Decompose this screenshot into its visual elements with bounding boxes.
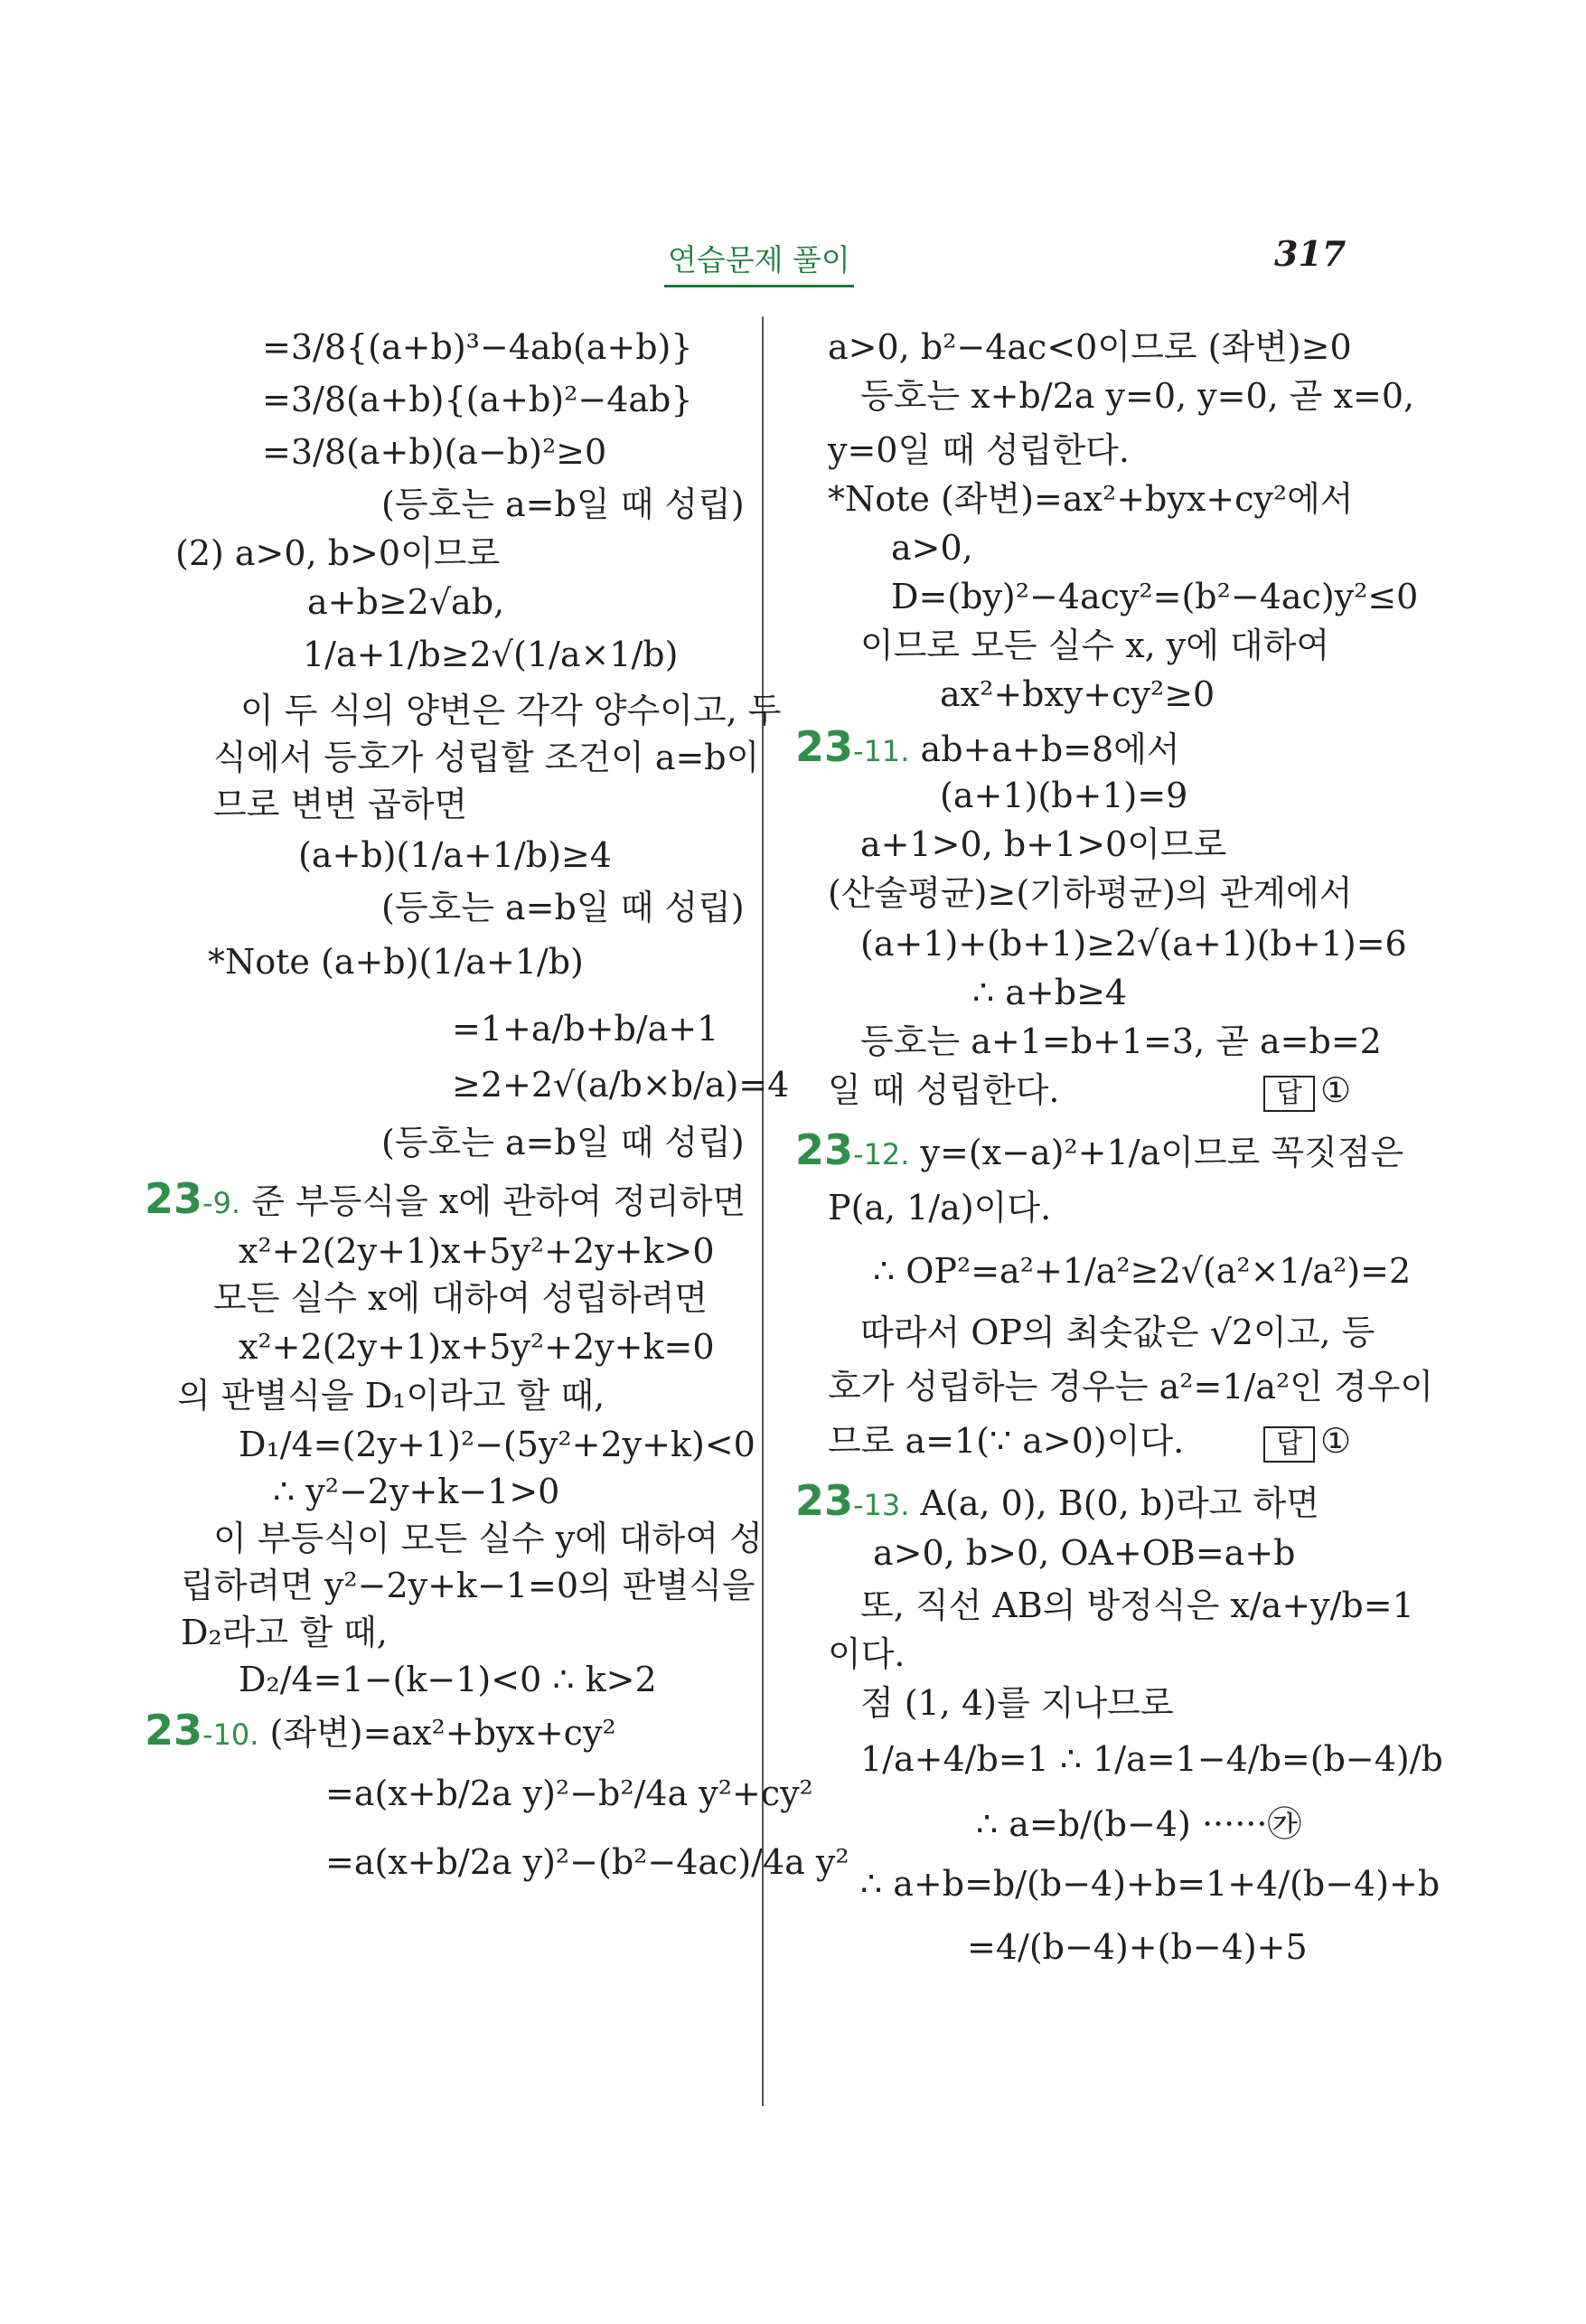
problem-13 xyxy=(795,1476,1319,1525)
solution-line: 식에서 등호가 성립할 조건이 a=b이 xyxy=(213,738,760,777)
problem-number: 23-11. xyxy=(795,722,910,771)
solution-line: (산술평균)≥(기하평균)의 관계에서 xyxy=(828,873,1353,913)
solution-line: =a(x+b/2a y)²−(b²−4ac)/4a y² xyxy=(325,1842,849,1882)
solution-line: =3/8(a+b){(a+b)²−4ab} xyxy=(262,380,693,419)
solution-line: =4/(b−4)+(b−4)+5 xyxy=(967,1927,1308,1967)
solution-line: a>0, xyxy=(891,528,973,568)
page-header-title: 연습문제 풀이 xyxy=(664,237,854,287)
solution-line: ax²+bxy+cy²≥0 xyxy=(940,674,1215,714)
solution-line: (2) a>0, b>0이므로 xyxy=(175,533,501,573)
problem-text: 준 부등식을 x에 관하여 정리하면 xyxy=(251,1181,746,1221)
solution-line: D₁/4=(2y+1)²−(5y²+2y+k)<0 xyxy=(239,1425,755,1464)
problem-number: 23-12. xyxy=(795,1125,910,1174)
answer-mark xyxy=(1263,1421,1351,1463)
solution-line: 따라서 OP의 최솟값은 √2이고, 등 xyxy=(860,1313,1375,1352)
answer-box: 답 xyxy=(1263,1426,1315,1463)
solution-line: a+1>0, b+1>0이므로 xyxy=(860,824,1227,864)
answer-box: 답 xyxy=(1263,1076,1315,1112)
solution-line: 일 때 성립한다. xyxy=(828,1070,1060,1110)
problem-number: 23-13. xyxy=(795,1476,910,1525)
solution-line: ∴ a=b/(b−4) ······㉮ xyxy=(976,1804,1302,1844)
solution-line: 므로 변변 곱하면 xyxy=(213,785,468,824)
note-line: *Note (좌변)=ax²+byx+cy²에서 xyxy=(828,479,1354,519)
answer-value: ① xyxy=(1319,1421,1352,1461)
answer-value: ① xyxy=(1319,1070,1352,1110)
problem-text: y=(x−a)²+1/a이므로 꼭짓점은 xyxy=(920,1133,1404,1172)
solution-line: D₂라고 할 때, xyxy=(181,1613,388,1652)
solution-line: 이 부등식이 모든 실수 y에 대하여 성 xyxy=(213,1519,763,1558)
column-divider xyxy=(762,316,764,2106)
note-line: *Note (a+b)(1/a+1/b) xyxy=(208,942,584,982)
solution-line: 모든 실수 x에 대하여 성립하려면 xyxy=(213,1278,708,1318)
solution-line: a>0, b>0, OA+OB=a+b xyxy=(873,1533,1296,1573)
problem-number: 23-10. xyxy=(145,1706,259,1755)
solution-line: 의 판별식을 D₁이라고 할 때, xyxy=(177,1376,605,1416)
problem-10 xyxy=(145,1706,616,1755)
solution-line: =1+a/b+b/a+1 xyxy=(452,1009,719,1049)
solution-line: (등호는 a=b일 때 성립) xyxy=(381,888,745,927)
problem-text: (좌변)=ax²+byx+cy² xyxy=(269,1713,616,1753)
solution-line: 등호는 x+b/2a y=0, y=0, 곧 x=0, xyxy=(860,376,1415,416)
solution-line: (등호는 a=b일 때 성립) xyxy=(381,485,745,524)
solution-line: ∴ y²−2y+k−1>0 xyxy=(273,1472,560,1511)
solution-line: x²+2(2y+1)x+5y²+2y+k=0 xyxy=(239,1327,715,1367)
solution-line: ∴ a+b=b/(b−4)+b=1+4/(b−4)+b xyxy=(860,1864,1441,1904)
solution-line: (a+1)(b+1)=9 xyxy=(940,776,1188,815)
solution-line: 립하려면 y²−2y+k−1=0의 판별식을 xyxy=(181,1566,755,1605)
solution-line: (a+1)+(b+1)≥2√(a+1)(b+1)=6 xyxy=(860,924,1407,964)
solution-line: 또, 직선 AB의 방정식은 x/a+y/b=1 xyxy=(860,1585,1414,1625)
problem-text: ab+a+b=8에서 xyxy=(920,729,1180,769)
problem-12 xyxy=(795,1125,1404,1174)
solution-line: ∴ a+b≥4 xyxy=(972,973,1128,1012)
page-number: 317 xyxy=(1274,233,1347,274)
solution-line: ∴ OP²=a²+1/a²≥2√(a²×1/a²)=2 xyxy=(873,1251,1412,1291)
problem-text: A(a, 0), B(0, b)라고 하면 xyxy=(920,1483,1319,1523)
solution-line: 이다. xyxy=(828,1634,906,1674)
solution-line: =a(x+b/2a y)²−b²/4a y²+cy² xyxy=(325,1774,813,1813)
solution-line: 1/a+4/b=1 ∴ 1/a=1−4/b=(b−4)/b xyxy=(860,1739,1443,1779)
solution-line: 등호는 a+1=b+1=3, 곧 a=b=2 xyxy=(860,1021,1382,1061)
solution-line: x²+2(2y+1)x+5y²+2y+k>0 xyxy=(239,1231,715,1271)
solution-line: D₂/4=1−(k−1)<0 ∴ k>2 xyxy=(239,1660,657,1699)
solution-line: (등호는 a=b일 때 성립) xyxy=(381,1123,745,1162)
solution-line: (a+b)(1/a+1/b)≥4 xyxy=(298,835,612,875)
solution-line: a+b≥2√ab, xyxy=(307,582,505,622)
solution-line: y=0일 때 성립한다. xyxy=(828,430,1130,470)
solution-line: 이 두 식의 양변은 각각 양수이고, 두 xyxy=(240,691,782,730)
solution-line: 이므로 모든 실수 x, y에 대하여 xyxy=(860,626,1330,665)
solution-line: 1/a+1/b≥2√(1/a×1/b) xyxy=(303,635,679,674)
solution-line: D=(by)²−4acy²=(b²−4ac)y²≤0 xyxy=(891,577,1419,616)
solution-line: 므로 a=1(∵ a>0)이다. xyxy=(828,1421,1185,1461)
solution-line: a>0, b²−4ac<0이므로 (좌변)≥0 xyxy=(828,327,1352,367)
problem-number: 23-9. xyxy=(145,1174,241,1223)
solution-line: 점 (1, 4)를 지나므로 xyxy=(860,1683,1174,1723)
problem-9 xyxy=(145,1174,746,1223)
answer-mark xyxy=(1263,1070,1351,1112)
solution-line: P(a, 1/a)이다. xyxy=(828,1188,1052,1228)
solution-line: ≥2+2√(a/b×b/a)=4 xyxy=(452,1065,790,1105)
problem-11 xyxy=(795,722,1180,771)
solution-line: =3/8(a+b)(a−b)²≥0 xyxy=(262,432,607,472)
solution-line: =3/8{(a+b)³−4ab(a+b)} xyxy=(262,327,693,367)
solution-line: 호가 성립하는 경우는 a²=1/a²인 경우이 xyxy=(828,1367,1434,1407)
